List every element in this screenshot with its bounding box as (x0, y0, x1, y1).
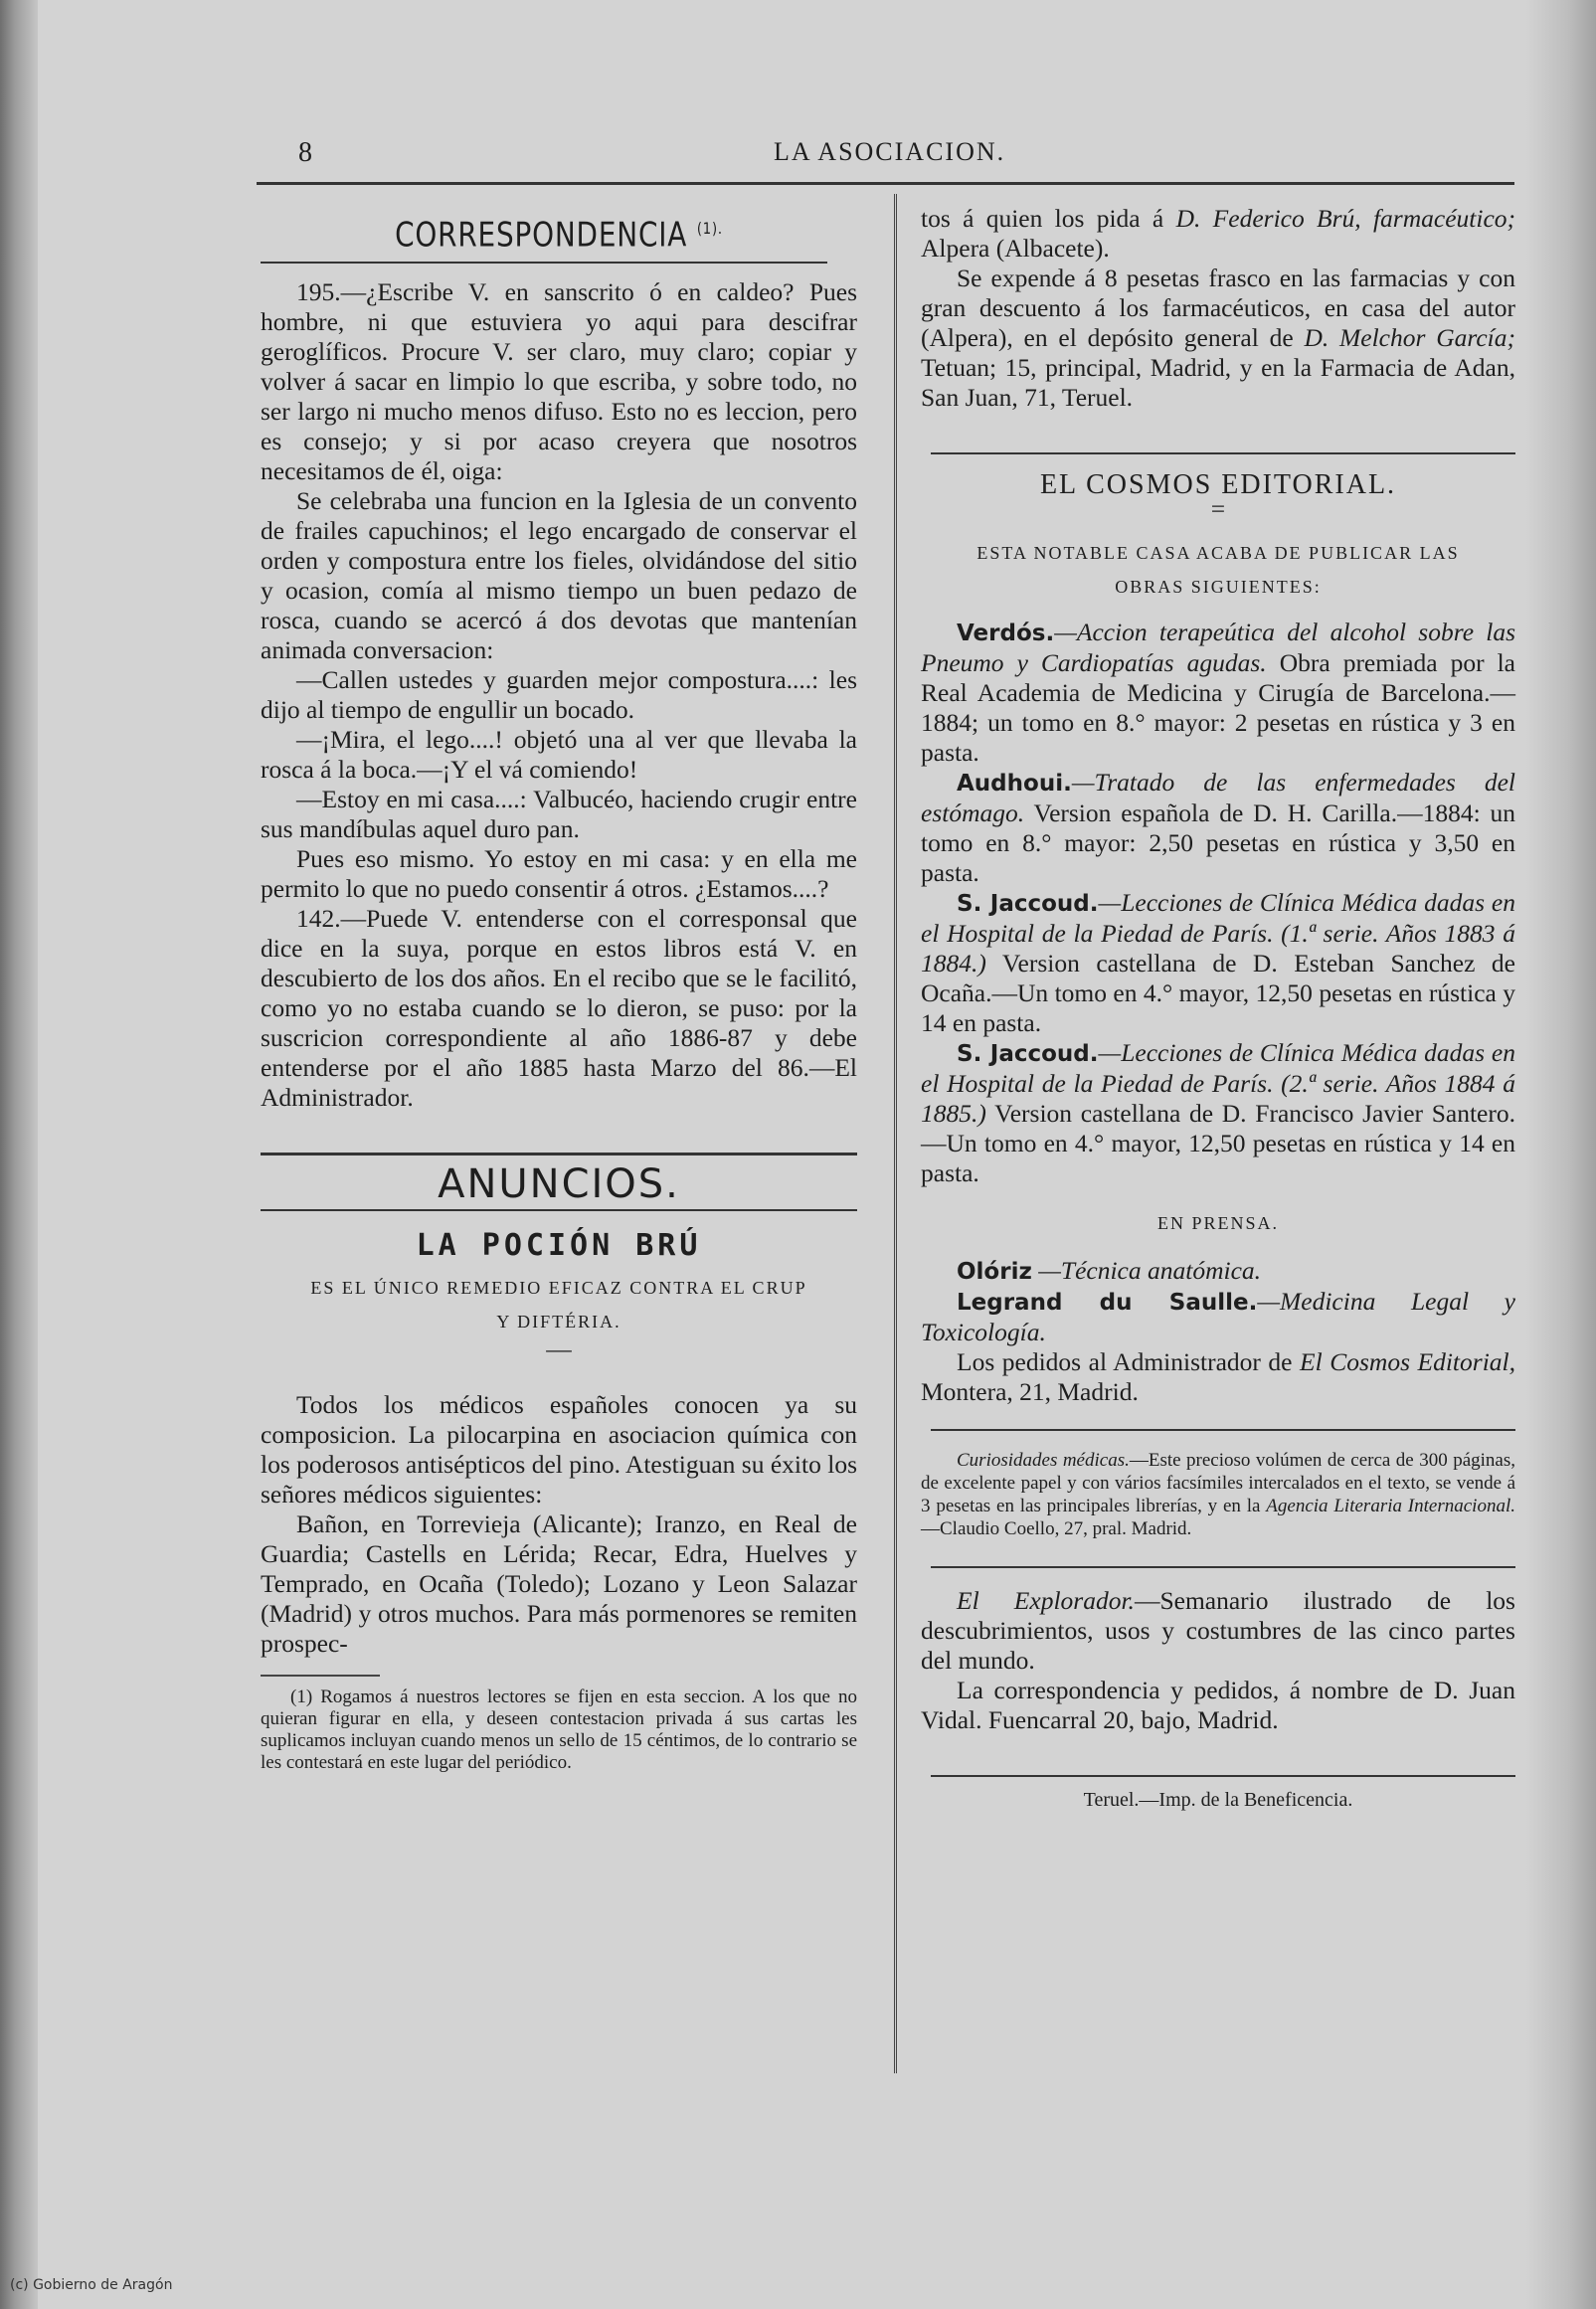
footnote-text: (1) Rogamos á nuestros lectores se fijen en esta seccion. A los que no quieran figurar en ella, y deseen contestacion privada á sus cartas les suplicamos incluyan cuando menos un sello de 15 céntimos, de lo contrario se les contestará en este lugar del periódico. (261, 1687, 857, 1774)
anuncios-title: ANUNCIOS. (438, 1161, 680, 1208)
text: Se expende á 8 pesetas frasco en las farmacias y con gran descuento á los farmacéuticos, en casa del autor (Alpera), en el depósito general de (921, 264, 1515, 352)
curiosidades-note (921, 1449, 1515, 1540)
book-title: —Lecciones de Clínica Médica dadas en el Hospital de la Piedad de París. (921, 1038, 1515, 1098)
cosmos-subtitle (921, 536, 1515, 604)
paragraph: —Estoy en mi casa....: Valbucéo, haciendo crugir entre sus mandíbulas aquel duro pan. (261, 785, 857, 844)
text: Tetuan; 15, principal, Madrid, y en la Farmacia de Adan, San Juan, 71, Teruel. (921, 353, 1515, 412)
text: Montera, 21, Madrid. (921, 1377, 1139, 1406)
text: —Semanario ilustrado de los descubrimientos, usos y costumbres de las cinco partes del mundo. (921, 1586, 1515, 1675)
paragraph (921, 204, 1515, 264)
book-title: —Medicina Legal y Toxicología. (921, 1287, 1515, 1346)
author: S. Jaccoud. (957, 891, 1099, 917)
paragraph: 142.—Puede V. entenderse con el corresponsal que dice en la suya, porque en estos libros está V. en descubierto de los dos años. En el recibo que se le facilitó, como yo no estaba cuando se lo dieron, se puso: por la suscricion correspondiente al año 1886-87 y debe entenderse por el año 1885 hasta Marzo del 86.—El Administrador. (261, 904, 857, 1113)
footnote-mark: (1). (696, 219, 723, 238)
author: Legrand du Saulle. (957, 1290, 1258, 1316)
text: Alpera (Albacete). (921, 234, 1110, 263)
book-entry (921, 618, 1515, 768)
section-rule (931, 1566, 1515, 1568)
cosmos-subtitle-line: ESTA NOTABLE CASA ACABA DE PUBLICAR LAS (976, 543, 1460, 563)
author: S. Jaccoud. (957, 1041, 1099, 1067)
book-title: —Accion terapeútica del alcohol sobre las Pneumo y Cardiopatías agudas. (921, 618, 1515, 677)
series: (1.ª serie. Años 1883 á 1884.) (921, 919, 1515, 977)
section-rule (261, 262, 827, 264)
book-title: —Lecciones de Clínica Médica dadas en el Hospital de la Piedad de París. (921, 888, 1515, 948)
text: Version española de D. H. Carilla.—1884: un tomo en 8.° mayor: 2,50 pesetas en rústica y 3,50 en pasta. (921, 799, 1515, 887)
text: Version castellana de D. Francisco Javier Santero.—Un tomo en 4.° mayor, 12,50 pesetas en rústica y 14 en pasta. (921, 1099, 1515, 1187)
paragraph: —Callen ustedes y guarden mejor compostura....: les dijo al tiempo de engullir un bocado. (261, 665, 857, 725)
book-title: —Técnica anatómica. (1031, 1256, 1262, 1285)
author: Verdós. (957, 621, 1055, 646)
pocion-title: LA POCIÓN BRÚ (416, 1228, 702, 1264)
page-header (257, 129, 1511, 169)
paragraph (921, 1586, 1515, 1676)
paragraph (921, 1449, 1515, 1540)
imprint: Teruel.—Imp. de la Beneficencia. (1083, 1789, 1353, 1811)
paragraph (921, 1347, 1515, 1407)
name-italic: D. Federico Brú, farmacéutico; (1175, 204, 1515, 233)
pocion-subtitle: Y DIFTÉRIA. (496, 1312, 621, 1332)
author: Olóriz (957, 1259, 1032, 1285)
paragraph: —¡Mira, el lego....! objetó una al ver que llevaba la rosca á la boca.—¡Y el vá comiendo! (261, 725, 857, 785)
anuncios-rule-bottom (261, 1209, 857, 1211)
column-divider (894, 194, 897, 2073)
book-entry (921, 1256, 1515, 1287)
name-italic: El Cosmos Editorial, (1300, 1347, 1515, 1376)
name-italic: El Explorador. (957, 1586, 1135, 1615)
footnote (261, 1687, 857, 1774)
anuncios-rule-top (261, 1153, 857, 1155)
book-spine (0, 0, 38, 2309)
footnote-rule (261, 1675, 380, 1677)
left-column (261, 204, 857, 1774)
book-entry (921, 768, 1515, 888)
en-prensa-heading: EN PRENSA. (1156, 1213, 1279, 1233)
paragraph: La correspondencia y pedidos, á nombre de D. Juan Vidal. Fuencarral 20, bajo, Madrid. (921, 1676, 1515, 1734)
text: Los pedidos al Administrador de (957, 1347, 1301, 1376)
author: Audhoui. (957, 771, 1072, 797)
series: (2.ª serie. Años 1884 á 1885.) (921, 1069, 1515, 1128)
text: tos á quien los pida á (921, 204, 1176, 233)
text: Obra premiada por la Real Academia de Medicina y Cirugía de Barcelona.—1884; un tomo en 8.° mayor: 2 pesetas en rústica y 3 en pasta. (921, 648, 1515, 767)
cosmos-subtitle-line: OBRAS SIGUIENTES: (1115, 577, 1322, 597)
name-italic: Agencia Literaria Internacional. (1266, 1496, 1515, 1516)
paragraph: Se celebraba una funcion en la Iglesia de un convento de frailes capuchinos; el lego encargado de conservar el orden y compostura entre los fieles, olvidándose del sitio y ocasion, comía al mismo tiempo un buen pedazo de rosca, cuando se acercó á dos devotas que mantenían animada conversacion: (261, 486, 857, 665)
cosmos-mark: = (1210, 494, 1226, 523)
name-italic: D. Melchor García; (1304, 323, 1515, 352)
text: Version castellana de D. Esteban Sanchez de Ocaña.—Un tomo en 4.° mayor, 12,50 pesetas en rústica y 14 en pasta. (921, 949, 1515, 1037)
separator-dash: — (546, 1334, 572, 1364)
right-column (921, 204, 1515, 1815)
header-rule (257, 182, 1514, 185)
paragraph: Pues eso mismo. Yo estoy en mi casa: y en ella me permito lo que no puedo consentir á otros. ¿Estamos....? (261, 844, 857, 904)
correspondencia-title (314, 214, 803, 256)
page-edge (1526, 0, 1596, 2309)
book-entry (921, 888, 1515, 1038)
copyright-notice: (c) Gobierno de Aragón (10, 2277, 173, 2293)
book-entry (921, 1287, 1515, 1347)
paragraph: Todos los médicos españoles conocen ya su composicion. La pilocarpina en asociacion química con los poderosos antisépticos del pino. Atestiguan su éxito los señores médicos siguientes: (261, 1390, 857, 1510)
paragraph: 195.—¿Escribe V. en sanscrito ó en caldeo? Pues hombre, ni que estuviera yo aqui para descifrar geroglíficos. Procure V. ser claro, muy claro; copiar y volver á sacar en limpio lo que escriba, y sobre todo, no ser largo ni mucho menos difuso. Esto no es leccion, pero es consejo; y si por acaso creyera que nosotros necesitamos de él, oiga: (261, 277, 857, 486)
cosmos-title: EL COSMOS EDITORIAL. (1039, 469, 1397, 500)
book-entry (921, 1038, 1515, 1188)
text: —Claudio Coello, 27, pral. Madrid. (921, 1518, 1192, 1539)
running-title: LA ASOCIACION. (774, 137, 1006, 166)
section-rule (931, 452, 1515, 454)
pocion-subtitle: ES EL ÚNICO REMEDIO EFICAZ CONTRA EL CRUP (310, 1278, 807, 1299)
section-rule (931, 1775, 1515, 1777)
paragraph: Bañon, en Torrevieja (Alicante); Iranzo, en Real de Guardia; Castells en Lérida; Recar, Edra, Huelves y Temprado, en Ocaña (Toledo); Lozano y Leon Salazar (Madrid) y otros muchos. Para más pormenores se remiten prospec- (261, 1510, 857, 1659)
text: —Este precioso volúmen de cerca de 300 páginas, de excelente papel y con vários facsímiles intercalados en el texto, se vende á 3 pesetas en las principales librerías, y en la (921, 1450, 1515, 1516)
page-number: 8 (298, 137, 312, 168)
name-italic: Curiosidades médicas. (957, 1450, 1130, 1471)
section-rule (931, 1429, 1515, 1431)
book-title: —Tratado de las enfermedades del estómago. (921, 768, 1515, 827)
correspondencia-title-text: CORRESPONDENCIA (395, 215, 688, 256)
paragraph (921, 264, 1515, 413)
